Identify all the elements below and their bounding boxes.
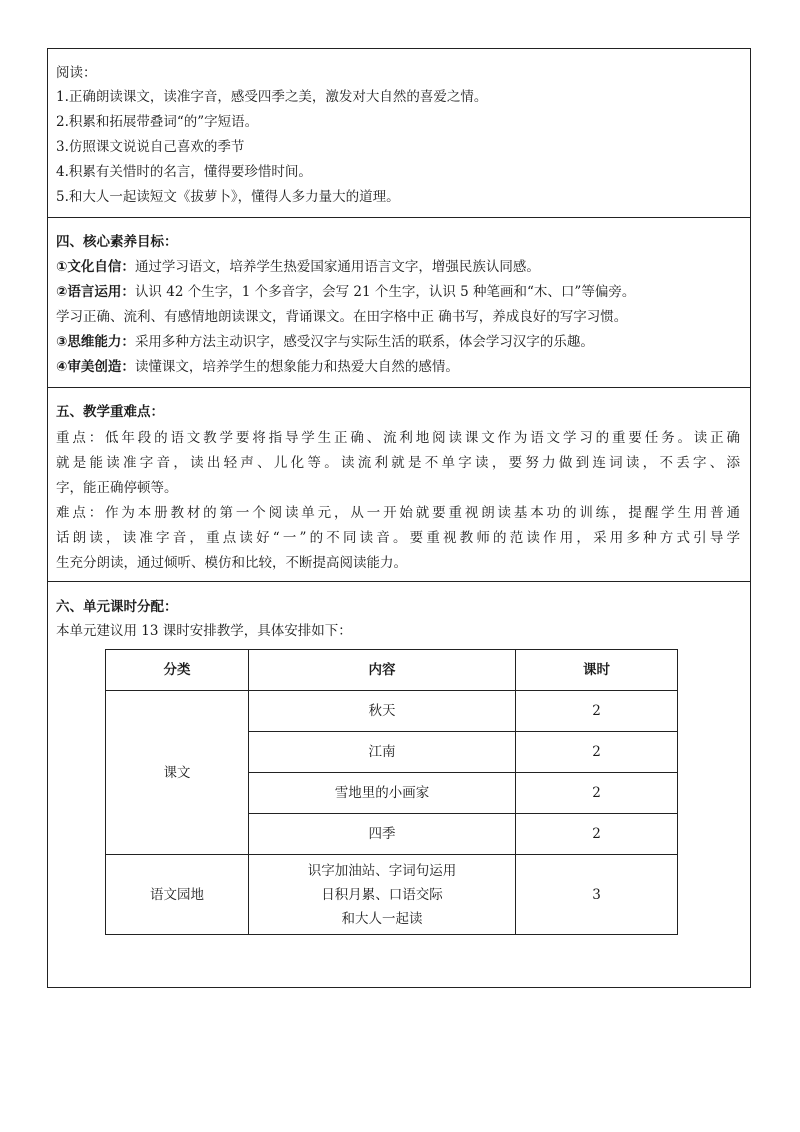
key-points-section: [48, 387, 750, 581]
table-row: [106, 691, 678, 732]
hours-cell: 2: [516, 691, 678, 732]
schedule-intro: 本单元建议用 13 课时安排教学，具体安排如下：: [56, 623, 352, 639]
key-points-line: 生充分朗读，通过倾听、模仿和比较，不断提高阅读能力。: [56, 555, 407, 571]
core-section: [48, 217, 750, 387]
core-thinking-line: [56, 330, 740, 354]
content-line: 日积月累、口语交际: [321, 886, 443, 903]
content-line: 识字加油站、字词句运用: [307, 862, 457, 879]
core-language-label: ②语言运用：: [56, 284, 135, 300]
hours-cell: 2: [516, 773, 678, 814]
key-points-heading: 五、教学重难点：: [56, 404, 164, 420]
schedule-heading: 六、单元课时分配：: [56, 599, 178, 615]
core-language-line-2: 学习正确、流利、有感情地朗读课文，背诵课文。在田字格中正 确书写，养成良好的写字习惯。: [56, 309, 628, 325]
reading-item: 1.正确朗读课文，读准字音，感受四季之美，激发对大自然的喜爱之情。: [56, 89, 488, 105]
content-cell: 雪地里的小画家: [249, 773, 516, 814]
core-thinking-text: 采用多种方法主动识字，感受汉字与实际生活的联系，体会学习汉字的乐趣。: [134, 334, 594, 350]
core-aesthetic-label: ④审美创造：: [56, 359, 135, 375]
reading-label: 阅读：: [56, 65, 97, 81]
core-aesthetic-line: [56, 355, 740, 379]
core-culture-line: [56, 255, 740, 279]
key-points-line: 话朗读，读准字音，重点读好“一”的不同读音。要重视教师的范读作用，采用多种方式引导学: [56, 530, 740, 546]
content-cell: 四季: [249, 814, 516, 855]
content-cell: 秋天: [249, 691, 516, 732]
header-hours: 课时: [516, 650, 678, 691]
header-category: 分类: [106, 650, 249, 691]
core-thinking-label: ③思维能力：: [56, 334, 135, 350]
content-cell: [249, 855, 516, 935]
reading-item: 4.积累有关惜时的名言，懂得要珍惜时间。: [56, 164, 312, 180]
hours-cell: 3: [516, 855, 678, 935]
key-points-line: 重点：低年段的语文教学要将指导学生正确、流利地阅读课文作为语文学习的重要任务。读正确: [56, 430, 740, 446]
hours-cell: 2: [516, 732, 678, 773]
key-points-line: 难点：作为本册教材的第一个阅读单元，从一开始就要重视朗读基本功的训练，提醒学生用普通: [56, 505, 740, 521]
hours-cell: 2: [516, 814, 678, 855]
reading-item: 3.仿照课文说说自己喜欢的季节: [56, 139, 245, 155]
core-language-text: 认识 42 个生字，1 个多音字，会写 21 个生字，认识 5 种笔画和“木、口”等偏旁。: [134, 284, 636, 300]
reading-section: [48, 49, 750, 217]
table-row: [106, 855, 678, 935]
header-content: 内容: [249, 650, 516, 691]
category-cell: 语文园地: [106, 855, 249, 935]
core-culture-label: ①文化自信：: [56, 259, 135, 275]
core-language-line: [56, 280, 740, 304]
schedule-table: [105, 649, 678, 935]
table-header-row: [106, 650, 678, 691]
key-points-line: 字，能正确停顿等。: [56, 480, 178, 496]
key-points-line: 就是能读准字音，读出轻声、儿化等。读流利就是不单字读，要努力做到连词读，不丢字、添: [56, 455, 740, 471]
document-frame: [47, 48, 751, 988]
core-aesthetic-text: 读懂课文，培养学生的想象能力和热爱大自然的感情。: [134, 359, 459, 375]
core-culture-text: 通过学习语文，培养学生热爱国家通用语言文字，增强民族认同感。: [134, 259, 540, 275]
category-cell: 课文: [106, 691, 249, 855]
core-heading: 四、核心素养目标：: [56, 234, 178, 250]
reading-item: 2.积累和拓展带叠词“的”字短语。: [56, 114, 259, 130]
reading-item: 5.和大人一起读短文《拔萝卜》，懂得人多力量大的道理。: [56, 189, 400, 205]
content-line: 和大人一起读: [341, 910, 423, 927]
content-cell: 江南: [249, 732, 516, 773]
